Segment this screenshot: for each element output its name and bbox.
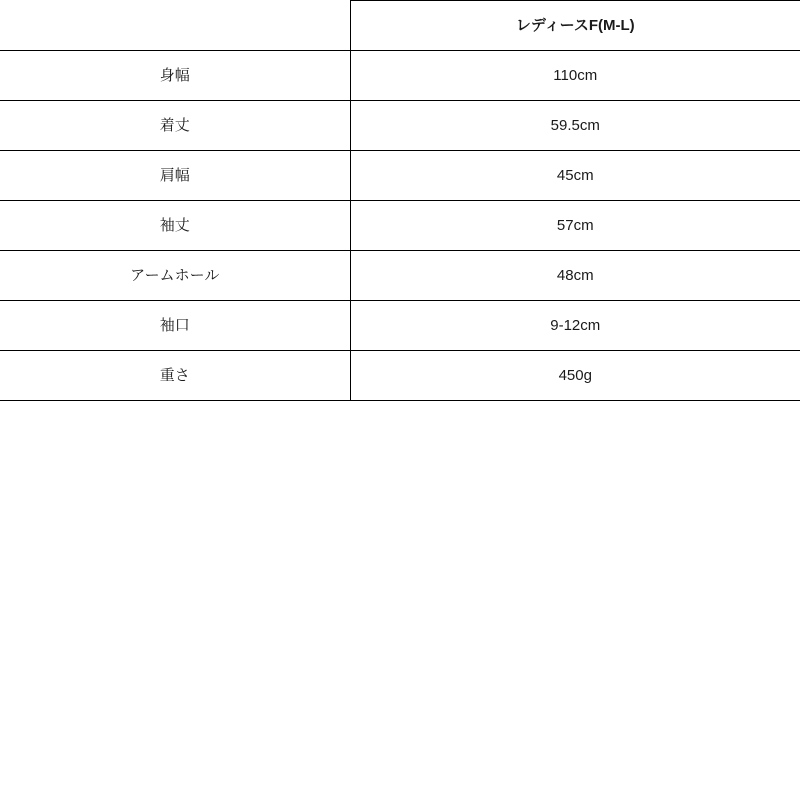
table-row — [0, 151, 800, 201]
row-value-sleeve-length: 57cm — [350, 201, 800, 251]
row-label-shoulder-width: 肩幅 — [0, 151, 350, 201]
row-label-cuff: 袖口 — [0, 301, 350, 351]
row-label-weight: 重さ — [0, 351, 350, 401]
table-row — [0, 51, 800, 101]
table-row — [0, 351, 800, 401]
size-chart-body — [0, 51, 800, 401]
row-value-cuff: 9-12cm — [350, 301, 800, 351]
table-row — [0, 201, 800, 251]
table-row — [0, 101, 800, 151]
row-value-armhole: 48cm — [350, 251, 800, 301]
row-label-armhole: アームホール — [0, 251, 350, 301]
table-row — [0, 251, 800, 301]
header-cell-empty — [0, 1, 350, 51]
row-label-length: 着丈 — [0, 101, 350, 151]
row-label-body-width: 身幅 — [0, 51, 350, 101]
size-chart-header — [0, 1, 800, 51]
header-cell-size: レディースF(M-L) — [350, 1, 800, 51]
row-label-sleeve-length: 袖丈 — [0, 201, 350, 251]
row-value-weight: 450g — [350, 351, 800, 401]
row-value-shoulder-width: 45cm — [350, 151, 800, 201]
row-value-length: 59.5cm — [350, 101, 800, 151]
table-row — [0, 301, 800, 351]
table-header-row — [0, 1, 800, 51]
row-value-body-width: 110cm — [350, 51, 800, 101]
